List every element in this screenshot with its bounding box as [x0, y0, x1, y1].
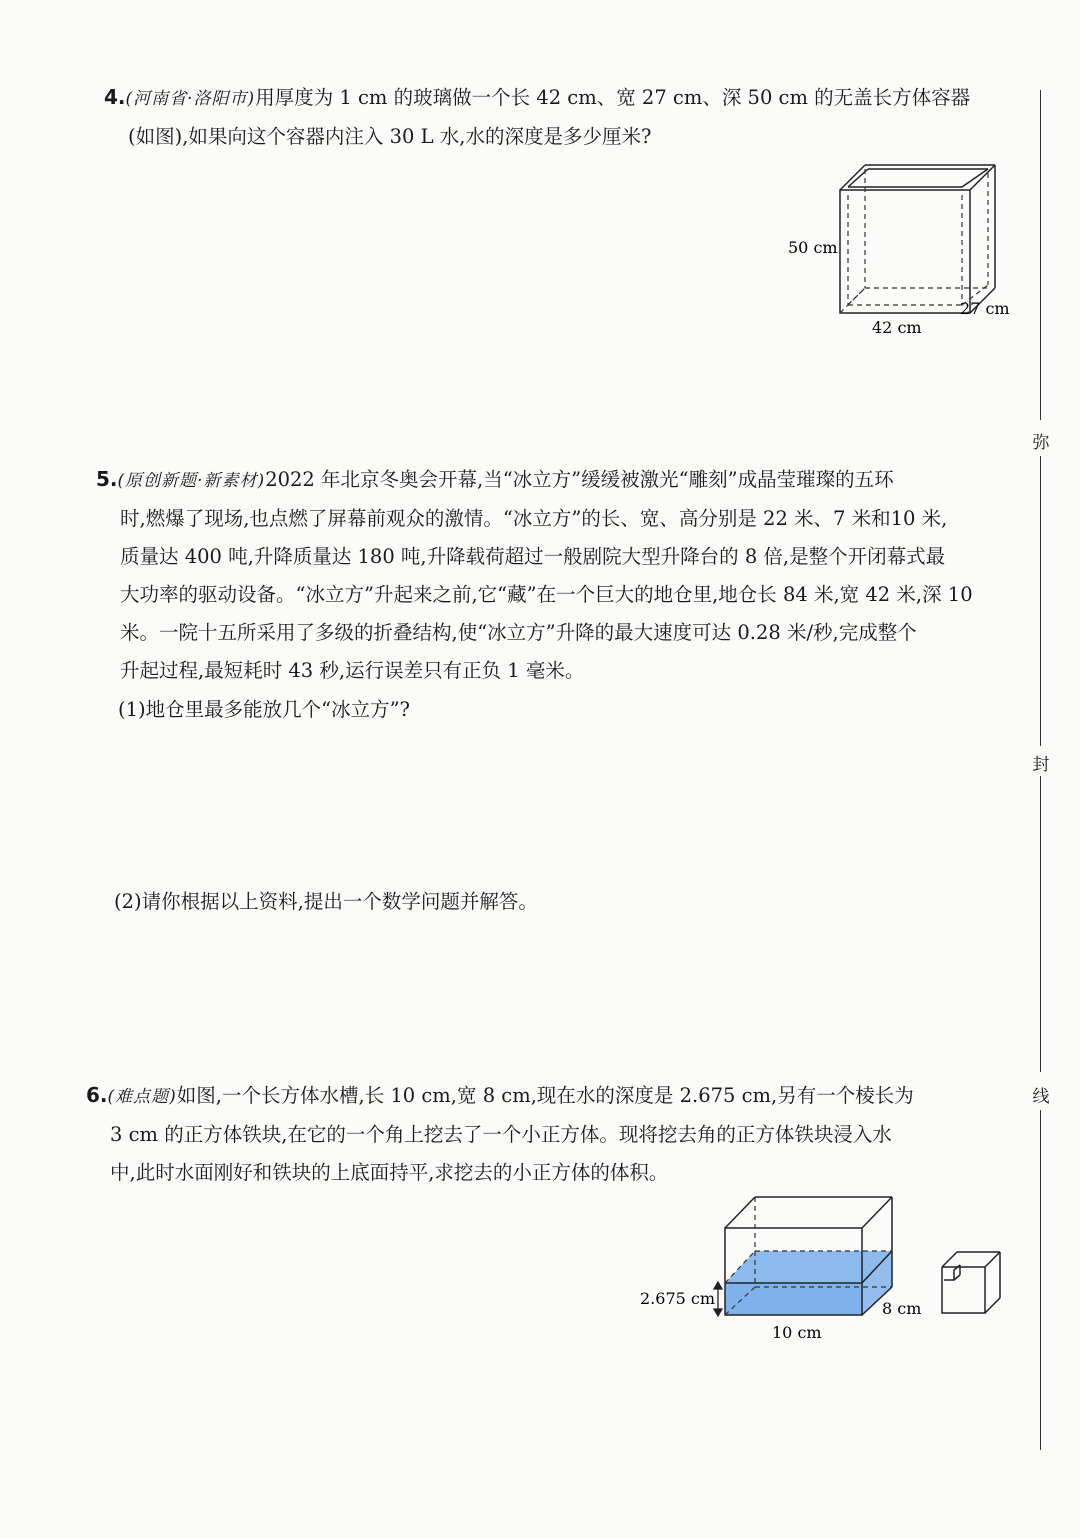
- binding-line-lower: [1040, 776, 1041, 1072]
- water-tank-figure: [630, 1185, 1030, 1355]
- question-text-line: 3 cm 的正方体铁块,在它的一个角上挖去了一个小正方体。现将挖去角的正方体铁块浸入水: [110, 1123, 892, 1146]
- question-text-line: 2022 年北京冬奥会开幕,当“冰立方”缓缓被激光“雕刻”成晶莹璀璨的五环: [265, 468, 894, 491]
- iron-cube-figure: [942, 1252, 1000, 1313]
- sub-question-2: (2)请你根据以上资料,提出一个数学问题并解答。: [114, 890, 538, 913]
- width-label: 27 cm: [960, 299, 1010, 318]
- height-label: 50 cm: [788, 238, 838, 257]
- sub-question-1: (1)地仓里最多能放几个“冰立方”?: [118, 698, 411, 721]
- question-number: 5.: [96, 467, 118, 491]
- container-figure: [780, 155, 1020, 345]
- binding-line-top: [1040, 90, 1041, 420]
- binding-line-middle: [1040, 456, 1041, 746]
- question-6: [86, 1076, 914, 1192]
- length-label: 42 cm: [872, 318, 922, 337]
- question-source: (原创新题·新素材): [117, 471, 266, 491]
- question-text-line: 大功率的驱动设备。“冰立方”升起来之前,它“藏”在一个巨大的地仓里,地仓长 84 米,宽 42 米,深 10: [120, 583, 973, 606]
- side-mark-feng: 封: [1032, 755, 1050, 775]
- question-text-line: (如图),如果向这个容器内注入 30 L 水,水的深度是多少厘米?: [128, 125, 652, 148]
- side-mark-xian: 线: [1032, 1087, 1050, 1107]
- question-text-line: 米。一院十五所采用了多级的折叠结构,使“冰立方”升降的最大速度可达 0.28 米/秒,完成整个: [120, 621, 917, 644]
- width-label: 8 cm: [882, 1299, 922, 1318]
- binding-line-bottom: [1040, 1110, 1041, 1450]
- depth-label: 2.675 cm: [640, 1289, 716, 1308]
- question-number: 4.: [104, 85, 126, 109]
- question-text-line: 中,此时水面刚好和铁块的上底面持平,求挖去的小正方体的体积。: [110, 1161, 669, 1184]
- question-text-line: 用厚度为 1 cm 的玻璃做一个长 42 cm、宽 27 cm、深 50 cm 的无盖长方体容器: [255, 86, 971, 109]
- length-label: 10 cm: [772, 1323, 822, 1342]
- question-4: [104, 78, 970, 156]
- question-number: 6.: [86, 1083, 108, 1107]
- question-text-line: 时,燃爆了现场,也点燃了屏幕前观众的激情。“冰立方”的长、宽、高分别是 22 米、7 米和10 米,: [120, 507, 948, 530]
- question-source: (河南省·洛阳市): [125, 89, 256, 109]
- question-text-line: 升起过程,最短耗时 43 秒,运行误差只有正负 1 毫米。: [120, 659, 585, 682]
- water-front-face: [725, 1283, 862, 1315]
- side-mark-mi: 弥: [1032, 433, 1050, 453]
- question-text-line: 如图,一个长方体水槽,长 10 cm,宽 8 cm,现在水的深度是 2.675 cm,另有一个棱长为: [176, 1084, 914, 1107]
- question-source: (难点题): [107, 1087, 177, 1107]
- question-text-line: 质量达 400 吨,升降质量达 180 吨,升降载荷超过一般剧院大型升降台的 8 倍,是整个开闭幕式最: [120, 545, 946, 568]
- question-5: [96, 460, 973, 690]
